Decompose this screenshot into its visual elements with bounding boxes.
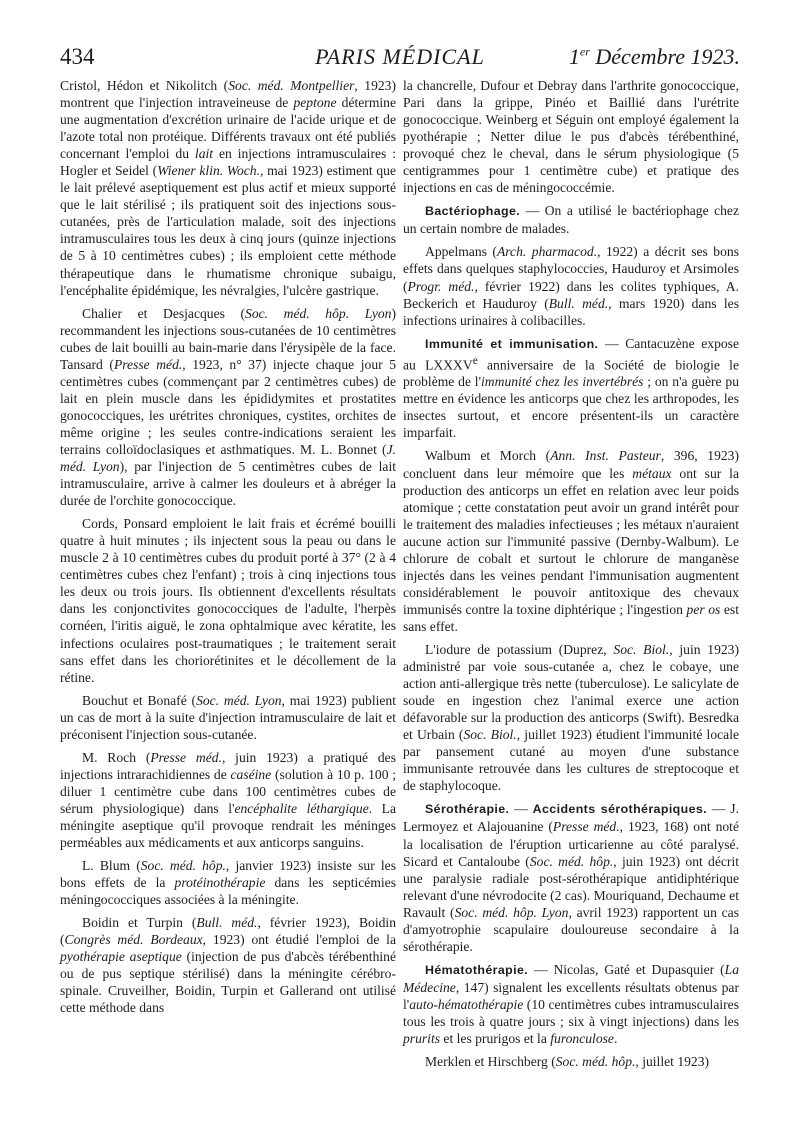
page-header (60, 44, 740, 76)
date-day: 1 (568, 44, 580, 69)
paragraph: Cords, Ponsard emploient le lait frais et écrémé bouilli quatre à huit minutes ; ils injectent sous la peau ou dans le muscle 2 à 10 centimètres cubes du produit porté à 37° (2 à 4 centimètres cubes chez l'enfant) ; trois à cinq injections tous les deux ou trois jours. Ils obtiennent d'excellents résultats dans les conjonctivites gonococciques de l'adulte, l'herpès cornéen, l'iritis aiguë, le zona ophtalmique avec kératite, les infections oculaires post-traumatiques ; le traitement serait sans effet dans les choriorétinites et le décollement de la rétine. (60, 516, 396, 685)
paragraph: L. Blum (Soc. méd. hôp., janvier 1923) insiste sur les bons effets de la protéinothérapie dans les septicémies méningococciques associées à la méningite. (60, 858, 397, 908)
paragraph: Sérothérapie. — Accidents sérothérapiques. — J. Lermoyez et Alajouanine (Presse méd., 1923, 168) ont noté la localisation de l'éruption urticarienne au côté paralysé. Sicard et Cantaloube (Soc. méd. hôp., juin 1923) ont décrit une paralysie radiale post-sérothérapique antidiphtérique relevant d'une névrodocite (2 cas). Mouriquand, Dechaume et Ravault (Soc. méd. hôp. Lyon, avril 1923) rapportent un cas d'amyotrophie scapulaire douloureuse secondaire à la sérothérapie. (403, 801, 739, 954)
journal-title: PARIS MÉDICAL (315, 44, 485, 69)
paragraph: Bactériophage. — On a utilisé le bactériophage chez un certain nombre de malades. (403, 203, 739, 237)
paragraph: Chalier et Desjacques (Soc. méd. hôp. Lyon) recommandent les injections sous-cutanées de 10 centimètres cubes de lait bouilli au bain-marie dans l'érysipèle de la face. Tansard (Presse méd., 1923, n° 37) injecte chaque jour 5 centimètres cubes (commençant par 2 centimètres cubes) de lait en plein muscle dans les épididymites et prostatites gonococciques, les urétrites chroniques, cystites, orchites de même origine ; les seules contre-indications seraient les terrains colloïdoclasiques et asthmatiques. M. L. Bonnet (J. méd. Lyon), par l'injection de 5 centimètres cubes de lait intramusculaire, arrive à calmer les douleurs et à abréger la durée de l'orchite gonococcique. (60, 305, 397, 509)
paragraph: Boidin et Turpin (Bull. méd., février 1923), Boidin (Congrès méd. Bordeaux, 1923) ont étudié l'emploi de la pyothérapie aseptique (injection de pus d'abcès térébenthiné ou de pus septique stérilisé) dans la méningite cérébro-spinale. Cruveilher, Boidin, Turpin et Gallerand ont utilisé cette méthode dans (60, 915, 396, 1016)
page-number: 434 (60, 44, 95, 69)
paragraph: Immunité et immunisation. — Cantacuzène expose au LXXXVe anniversaire de la Société de biologie le problème de l'immunité chez les invertébrés ; on n'a guère pu mettre en évidence les anticorps que chez les arthropodes, les insectes surtout, et encore présentent-ils un caractère imparfait. (403, 335, 739, 441)
paragraph: Appelmans (Arch. pharmacod., 1922) a décrit ses bons effets dans quelques staphylococcies, Hauduroy et Arsimoles (Progr. méd., février 1922) dans les colites typhiques, A. Beckerich et Hauduroy (Bull. méd., mars 1920) dans les infections urinaires à colibacilles. (403, 244, 740, 328)
paragraph: Bouchut et Bonafé (Soc. méd. Lyon, mai 1923) publient un cas de mort à la suite d'injection intramusculaire de lait et préconisent l'injection sous-cutanée. (60, 692, 397, 742)
paragraph: Merklen et Hirschberg (Soc. méd. hôp., juillet 1923) (425, 1054, 710, 1070)
right-column (403, 77, 739, 1076)
paragraph: Walbum et Morch (Ann. Inst. Pasteur, 396, 1923) concluent dans leur mémoire que les métaux ont sur la production des anticorps un effet en relation avec leur poids atomique ; cette constatation peut avoir un grand intérêt pour le traitement des maladies infectieuses ; les métaux n'auraient aucune action sur l'immunité passive (Dernby-Walbum). Le chlorure de cobalt et surtout le chlorure de manganèse injectés dans les veines pendant l'immunisation augmentent considérablement le pouvoir antitoxique des chevaux immunisés contre la toxine diphtérique ; l'ingestion per os est sans effet. (403, 448, 740, 634)
left-column (60, 77, 396, 1022)
paragraph: L'iodure de potassium (Duprez, Soc. Biol., juin 1923) administré par voie sous-cutanée a, chez le cobaye, une action anti-allergique très nette (tuberculose). Le salicylate de soude en ingestion chez l'animal exerce une action défavorable sur la production des anticorps (Swift). Besredka et Urbain (Soc. Biol., juillet 1923) étudient l'immunité locale par pansement cutané au moyen d'une substance immunisante retrouvée dans les cultures de streptocoque et de staphylocoque. (403, 641, 740, 794)
date-ordinal: er (579, 44, 590, 59)
paragraph: M. Roch (Presse méd., juin 1923) a pratiqué des injections intrarachidiennes de caséine (solution à 10 p. 100 ; diluer 1 centimètre cube dans 100 centimètres cubes de sérum physiologique) dans l'encéphalite léthargique. La méningite aseptique qu'il provoque rendrait les méninges perméables aux médicaments et aux anticorps sanguins. (60, 749, 397, 851)
paragraph: Cristol, Hédon et Nikolitch (Soc. méd. Montpellier, 1923) montrent que l'injection intraveineuse de peptone détermine une augmentation d'excrétion urinaire de l'acide urique et de l'azote total non protéique. Différents travaux ont été publiés concernant l'emploi du lait en injections intramusculaires : Hogler et Seidel (Wiener klin. Woch., mai 1923) estiment que le lait prélevé aseptiquement est plus actif et mieux supporté que le lait stérilisé ; ils pratiquent soit des injections sous-cutanées, près de l'articulation malade, soit des injections intramusculaires tous les deux à cinq jours (quinze injections de 5 à 10 centimètres cubes) ; ils emploient cette méthode thérapeutique dans le rhumatisme chronique subaigu, l'encéphalite épidémique, les névralgies, l'ulcère gastrique. (60, 78, 397, 298)
date-month-year: Décembre 1923. (589, 44, 740, 69)
paragraph: la chancrelle, Dufour et Debray dans l'arthrite gonococcique, Pari dans la grippe, Pinéo et Baillié dans l'urétrite gonococcique. Weinberg et Séguin ont employé également la pyothérapie ; Netter dilue le pus d'abcès térébenthiné, provoqué chez le cheval, dans le sérum physiologique (5 centigrammes pour 1 centimètre cube) et pratique des injections en cas de méningococcémie. (403, 78, 739, 196)
paragraph: Hématothérapie. — Nicolas, Gaté et Dupasquier (La Médecine, 147) signalent les excellents résultats obtenus par l'auto-hématothérapie (10 centimètres cubes intramusculaires tous les trois à quatre jours ; six à vingt injections) dans les prurits et les prurigos et la furonculose. (403, 961, 739, 1047)
issue-date (569, 44, 740, 70)
